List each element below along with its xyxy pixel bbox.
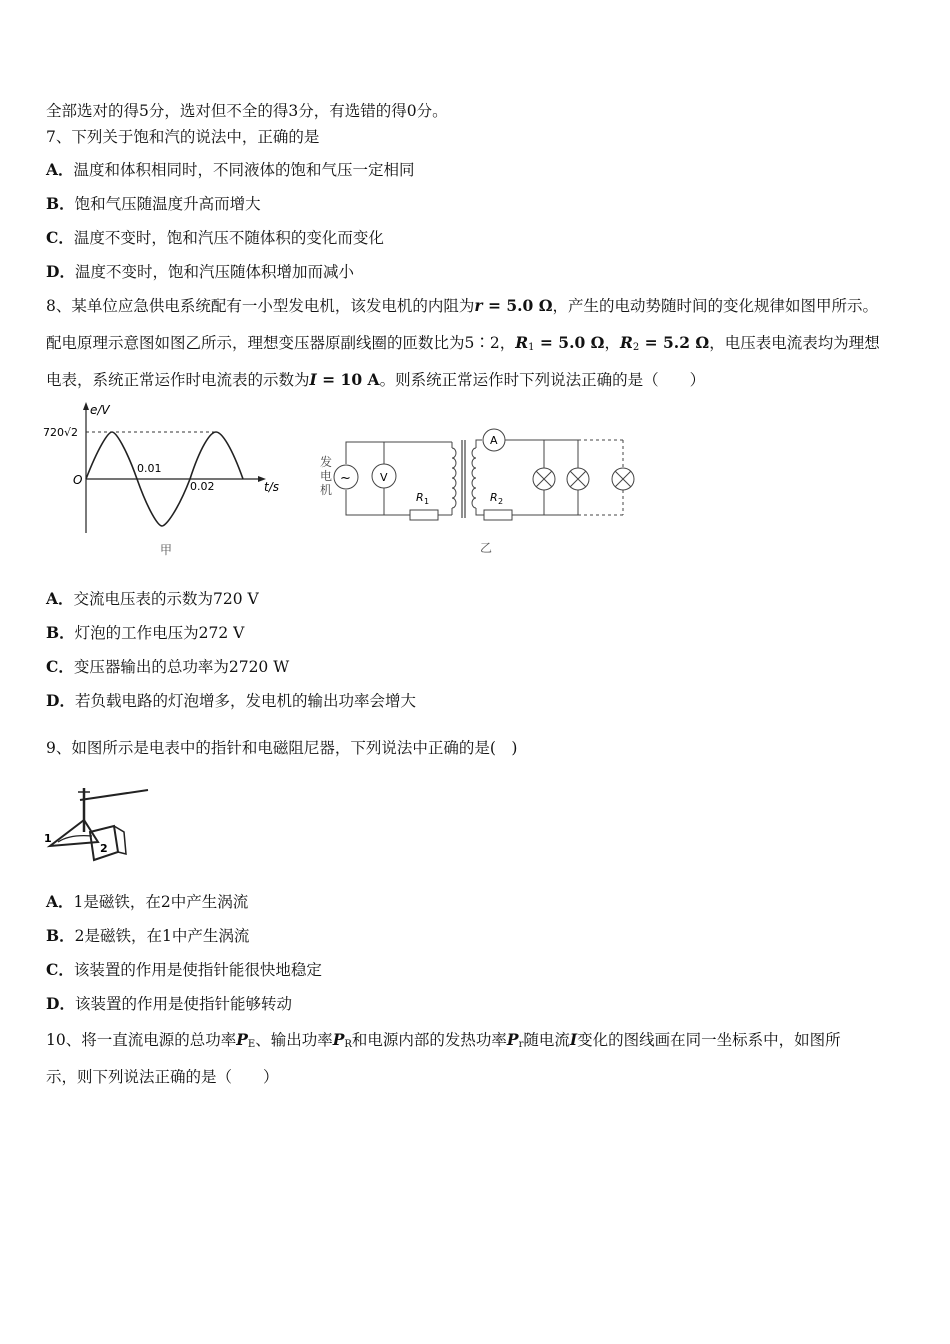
q10-pr-internal-symbol: P	[506, 1030, 519, 1049]
option-label: B．	[46, 926, 75, 945]
resistor-r2	[484, 510, 512, 520]
q8-option-a	[46, 589, 259, 609]
r1-sub: 1	[424, 497, 430, 506]
q8-r2-sub: 2	[632, 342, 640, 353]
label-2: 2	[100, 842, 108, 855]
q10-stem-line2: 示，则下列说法正确的是（ ）	[46, 1068, 279, 1086]
r1-label: R	[416, 491, 424, 504]
option-label: A．	[46, 589, 74, 608]
option-label: A．	[46, 892, 74, 911]
origin-label: O	[73, 473, 83, 487]
option-text: 饱和气压随温度升高而增大	[74, 195, 261, 213]
intro-text: 全部选对的得5分，选对但不全的得3分，有选错的得0分。	[46, 102, 448, 120]
q9-option-a	[46, 892, 248, 912]
q10-pr-sub: R	[344, 1039, 352, 1050]
q8-text: 。则系统正常运作时下列说法正确的是（ ）	[379, 371, 706, 389]
q10-text: 、输出功率	[255, 1031, 333, 1049]
option-text: 温度不变时，饱和汽压随体积增加而减小	[74, 263, 354, 281]
q8-option-c	[46, 657, 289, 677]
q8-comma: ，	[604, 334, 620, 352]
q8-r1-symbol: R	[515, 333, 529, 352]
q10-pe-symbol: P	[236, 1030, 248, 1049]
ammeter-label: A	[490, 434, 498, 447]
q8-r1-value: = 5.0 Ω	[534, 333, 605, 352]
q8-r-value: = 5.0 Ω	[482, 296, 553, 315]
figure-caption-jia: 甲	[160, 543, 173, 557]
wire	[346, 490, 410, 515]
secondary-coil	[472, 448, 476, 508]
q8-i-value: = 10 A	[316, 370, 380, 389]
option-label: B．	[46, 194, 75, 213]
resistor-r1	[410, 510, 438, 520]
q9-option-b	[46, 926, 249, 946]
q10-text: 和电源内部的发热功率	[351, 1031, 507, 1049]
q8-graph-jia	[40, 398, 300, 568]
q10-stem-line1	[46, 1030, 841, 1055]
q10-pr-internal-sub: r	[518, 1039, 524, 1050]
ac-symbol: ~	[340, 471, 351, 486]
option-text: 1是磁铁，在2中产生涡流	[73, 893, 249, 911]
t2-label: 0.02	[190, 480, 215, 493]
wire	[476, 508, 484, 515]
option-text: 该装置的作用是使指针能够转动	[74, 995, 292, 1013]
x-axis-label: t/s	[264, 480, 279, 494]
option-label: D．	[46, 994, 75, 1013]
q7-stem: 7、下列关于饱和汽的说法中，正确的是	[46, 128, 320, 146]
label-1: 1	[44, 832, 52, 845]
option-text: 灯泡的工作电压为272 V	[74, 624, 245, 642]
option-text: 交流电压表的示数为720 V	[73, 590, 259, 608]
option-label: A．	[46, 160, 74, 179]
option-label: D．	[46, 262, 75, 281]
option-text: 温度和体积相同时，不同液体的饱和气压一定相同	[73, 161, 415, 179]
q8-stem-line3	[46, 370, 705, 390]
option-label: B．	[46, 623, 75, 642]
q8-i-symbol: I	[309, 370, 317, 389]
generator-label-2: 电	[320, 469, 333, 483]
q8-option-d	[46, 691, 416, 711]
voltmeter-label: V	[380, 471, 388, 484]
q9-stem: 9、如图所示是电表中的指针和电磁阻尼器，下列说法中正确的是( )	[46, 739, 518, 757]
option-text: 2是磁铁，在1中产生涡流	[74, 927, 250, 945]
peak-label: 720√2	[43, 426, 79, 439]
q8-r-symbol: r	[474, 296, 483, 315]
q8-r2-symbol: R	[619, 333, 633, 352]
option-text: 若负载电路的灯泡增多，发电机的输出功率会增大	[74, 692, 416, 710]
q8-text: 配电原理示意图如图乙所示，理想变压器原副线圈的匝数比为5∶2，	[46, 334, 516, 352]
q9-damper-figure	[44, 780, 154, 870]
y-axis-arrow	[83, 402, 89, 410]
q7-option-c	[46, 228, 384, 248]
r2-label: R	[490, 491, 498, 504]
q10-text: 随电流	[523, 1031, 570, 1049]
generator-label-1: 发	[320, 455, 333, 469]
primary-coil	[452, 448, 456, 508]
wire	[476, 440, 482, 448]
t1-label: 0.01	[137, 462, 162, 475]
option-label: C．	[46, 960, 74, 979]
option-text: 变压器输出的总功率为2720 W	[73, 658, 290, 676]
q8-text: ，产生的电动势随时间的变化规律如图甲所示。	[552, 297, 879, 315]
option-text: 温度不变时，饱和汽压不随体积的变化而变化	[73, 229, 384, 247]
q8-stem-line1	[46, 296, 878, 316]
q7-option-a	[46, 160, 415, 180]
q9-option-c	[46, 960, 322, 980]
q10-pr-symbol: P	[332, 1030, 345, 1049]
q7-option-b	[46, 194, 261, 214]
option-label: D．	[46, 691, 75, 710]
q10-text: 10、将一直流电源的总功率	[46, 1031, 237, 1049]
q10-pe-sub: E	[247, 1039, 256, 1050]
q7-option-d	[46, 262, 354, 282]
q8-r1-sub: 1	[528, 342, 535, 353]
option-text: 该装置的作用是使指针能很快地稳定	[73, 961, 322, 979]
figure-caption-yi: 乙	[480, 541, 493, 555]
option-label: C．	[46, 657, 74, 676]
q8-circuit-yi	[316, 420, 646, 560]
q10-i-symbol: I	[569, 1030, 578, 1049]
r2-sub: 2	[498, 497, 504, 506]
pointer-needle	[80, 790, 148, 800]
q8-stem-line2	[46, 333, 880, 358]
q9-option-d	[46, 994, 292, 1014]
q8-text: 电表，系统正常运作时电流表的示数为	[46, 371, 310, 389]
q8-text: ，电压表电流表均为理想	[709, 334, 880, 352]
q8-text: 8、某单位应急供电系统配有一小型发电机，该发电机的内阻为	[46, 297, 475, 315]
q10-text: 变化的图线画在同一坐标系中，如图所	[577, 1031, 841, 1049]
option-label: C．	[46, 228, 74, 247]
generator-label-3: 机	[320, 483, 333, 497]
q8-option-b	[46, 623, 244, 643]
q8-r2-value: = 5.2 Ω	[639, 333, 710, 352]
wire	[346, 442, 452, 464]
y-axis-label: e/V	[90, 403, 110, 417]
